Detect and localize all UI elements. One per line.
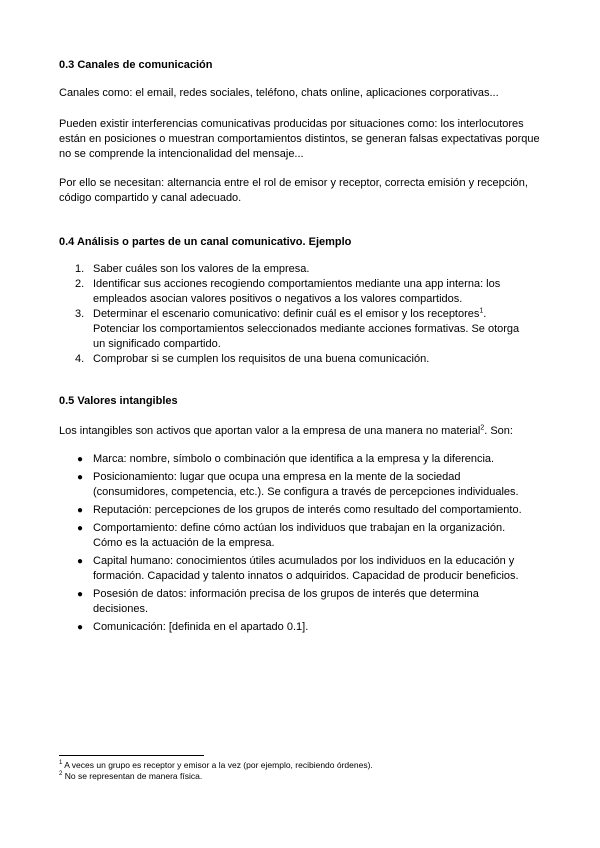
list-item-text: Comportamiento: define cómo actúan los individuos que trabajan en la organización. Cómo es la actuación de la empresa. — [93, 522, 506, 549]
paragraph-intangibles — [59, 424, 549, 439]
paragraph-interferencias: Pueden existir interferencias comunicativas producidas por situaciones como: los interlocutores están en posiciones o muestran comportamientos distintos, se generan falsas expectativas porque no se comprende la intencionalidad del mensaje... — [59, 118, 540, 160]
bullet-icon: ● — [77, 622, 84, 633]
list-item — [59, 521, 529, 551]
footnote-ref-2[interactable]: 2 — [480, 424, 485, 432]
list-item-text-cont: . Potenciar los comportamientos seleccionados mediante acciones formativas. Se otorga un significado compartido. — [93, 308, 520, 350]
list-number: 4. — [75, 353, 85, 365]
list-item-text: Determinar el escenario comunicativo: definir cuál es el emisor y los receptores — [93, 308, 480, 320]
list-item-text: Posicionamiento: lugar que ocupa una empresa en la mente de la sociedad (consumidores, competencia, etc.). Se configura a través de percepciones individuales. — [93, 471, 519, 498]
footnote-number: 2 — [59, 771, 63, 778]
numbered-list — [59, 262, 529, 367]
list-item — [59, 352, 529, 367]
list-item — [59, 277, 529, 307]
list-item-text: Marca: nombre, símbolo o combinación que identifica a la empresa y la diferencia. — [93, 453, 495, 465]
bullet-icon: ● — [77, 589, 84, 600]
bullet-list — [59, 452, 529, 638]
footnote-2 — [59, 771, 539, 782]
footnote-ref-1[interactable]: 1 — [479, 307, 484, 315]
list-number: 1. — [75, 263, 85, 275]
list-item-text: Comprobar si se cumplen los requisitos de una buena comunicación. — [93, 353, 430, 365]
intro-text-cont: . Son: — [484, 425, 513, 437]
list-item-text: Posesión de datos: información precisa de los grupos de interés que determina decisiones. — [93, 588, 479, 615]
list-item — [59, 503, 529, 518]
bullet-icon: ● — [77, 472, 84, 483]
footnote-text: No se representan de manera física. — [64, 771, 203, 781]
bullet-icon: ● — [77, 505, 84, 516]
footnotes — [59, 760, 539, 782]
bullet-icon: ● — [77, 523, 84, 534]
intro-text: Los intangibles son activos que aportan valor a la empresa de una manera no material — [59, 425, 481, 437]
list-item-text: Capital humano: conocimientos útiles acumulados por los individuos en la educación y formación. Capacidad y talento innatos o adquiridos. Capacidad de producir beneficios. — [93, 555, 519, 582]
list-item — [59, 554, 529, 584]
paragraph-canales: Canales como: el email, redes sociales, teléfono, chats online, aplicaciones corporativas... — [59, 87, 499, 99]
section-heading-0-4: 0.4 Análisis o partes de un canal comunicativo. Ejemplo — [59, 236, 352, 248]
bullet-icon: ● — [77, 556, 84, 567]
list-item — [59, 620, 529, 635]
list-item-text: Comunicación: [definida en el apartado 0.1]. — [93, 621, 309, 633]
paragraph-necesidades: Por ello se necesitan: alternancia entre el rol de emisor y receptor, correcta emisión y recepción, código compartido y canal adecuado. — [59, 177, 528, 204]
list-item — [59, 452, 529, 467]
list-item — [59, 307, 529, 352]
list-item-text: Reputación: percepciones de los grupos de interés como resultado del comportamiento. — [93, 504, 522, 516]
bullet-icon: ● — [77, 454, 84, 465]
footnote-divider — [59, 755, 204, 756]
section-heading-0-3: 0.3 Canales de comunicación — [59, 59, 213, 71]
footnote-1 — [59, 760, 539, 771]
list-item — [59, 262, 529, 277]
list-number: 2. — [75, 278, 85, 290]
section-heading-0-5: 0.5 Valores intangibles — [59, 395, 178, 407]
footnote-number: 1 — [59, 760, 63, 767]
list-item — [59, 470, 529, 500]
list-item-text: Identificar sus acciones recogiendo comportamientos mediante una app interna: los empleados asocian valores positivos o negativos a los valores compartidos. — [93, 278, 501, 305]
footnote-text: A veces un grupo es receptor y emisor a la vez (por ejemplo, recibiendo órdenes). — [64, 760, 373, 770]
list-item — [59, 587, 529, 617]
list-number: 3. — [75, 308, 85, 320]
list-item-text: Saber cuáles son los valores de la empresa. — [93, 263, 310, 275]
